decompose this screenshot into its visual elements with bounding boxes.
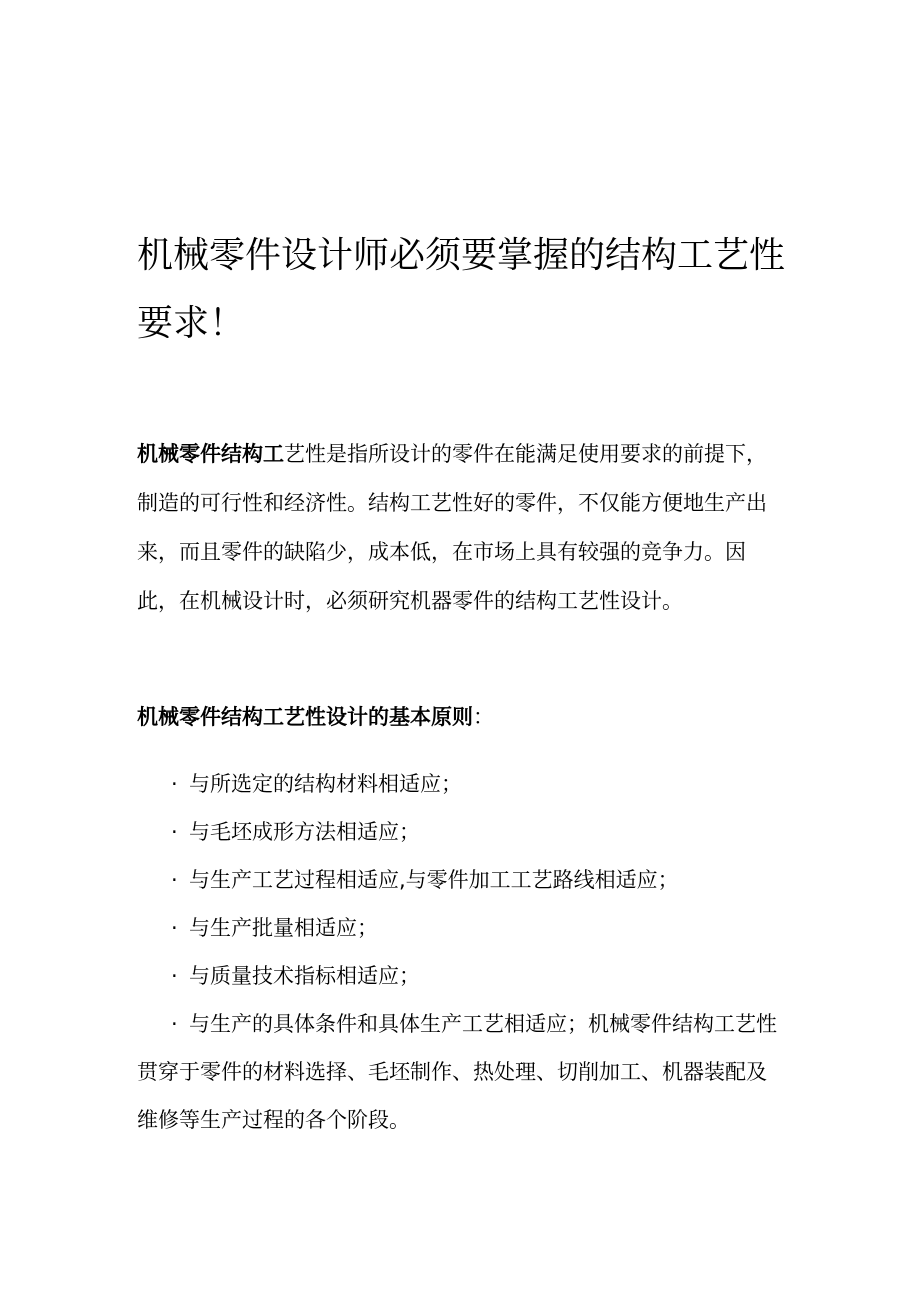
intro-lead-bold: 机械零件结构工 bbox=[137, 442, 284, 466]
list-item-text: 与生产工艺过程相适应,与零件加工工艺路线相适应； bbox=[189, 868, 679, 892]
list-item-text: 与生产批量相适应； bbox=[189, 916, 378, 940]
bullet-icon: · bbox=[171, 916, 178, 940]
list-item bbox=[137, 760, 782, 808]
bullet-icon: · bbox=[171, 1012, 178, 1036]
list-item bbox=[137, 904, 782, 952]
list-item-text: 与生产的具体条件和具体生产工艺相适应；机械零件结构工艺性贯穿于零件的材料选择、毛坯制作、热处理、切削加工、机器装配及维修等生产过程的各个阶段。 bbox=[137, 1012, 777, 1132]
intro-paragraph bbox=[137, 430, 777, 626]
intro-body-text: 艺性是指所设计的零件在能满足使用要求的前提下，制造的可行性和经济性。结构工艺性好的零件，不仅能方便地生产出来，而且零件的缺陷少，成本低，在市场上具有较强的竞争力。因此，在机械设计时，必须研究机器零件的结构工艺性设计。 bbox=[137, 442, 767, 613]
list-item bbox=[137, 1000, 782, 1144]
list-item bbox=[137, 856, 782, 904]
bullet-icon: · bbox=[171, 820, 178, 844]
principles-heading-text: 机械零件结构工艺性设计的基本原则 bbox=[137, 705, 473, 729]
list-item bbox=[137, 952, 782, 1000]
principles-list bbox=[137, 760, 782, 1144]
document-title: 机械零件设计师必须要掌握的结构工艺性要求！ bbox=[137, 235, 786, 344]
list-item bbox=[137, 808, 782, 856]
list-item-text: 与质量技术指标相适应； bbox=[189, 964, 420, 988]
bullet-icon: · bbox=[171, 964, 178, 988]
principles-heading-colon: ： bbox=[473, 705, 494, 729]
list-item-text: 与毛坯成形方法相适应； bbox=[189, 820, 420, 844]
list-item-text: 与所选定的结构材料相适应； bbox=[189, 772, 462, 796]
principles-heading bbox=[137, 693, 777, 742]
bullet-icon: · bbox=[171, 868, 178, 892]
bullet-icon: · bbox=[171, 772, 178, 796]
